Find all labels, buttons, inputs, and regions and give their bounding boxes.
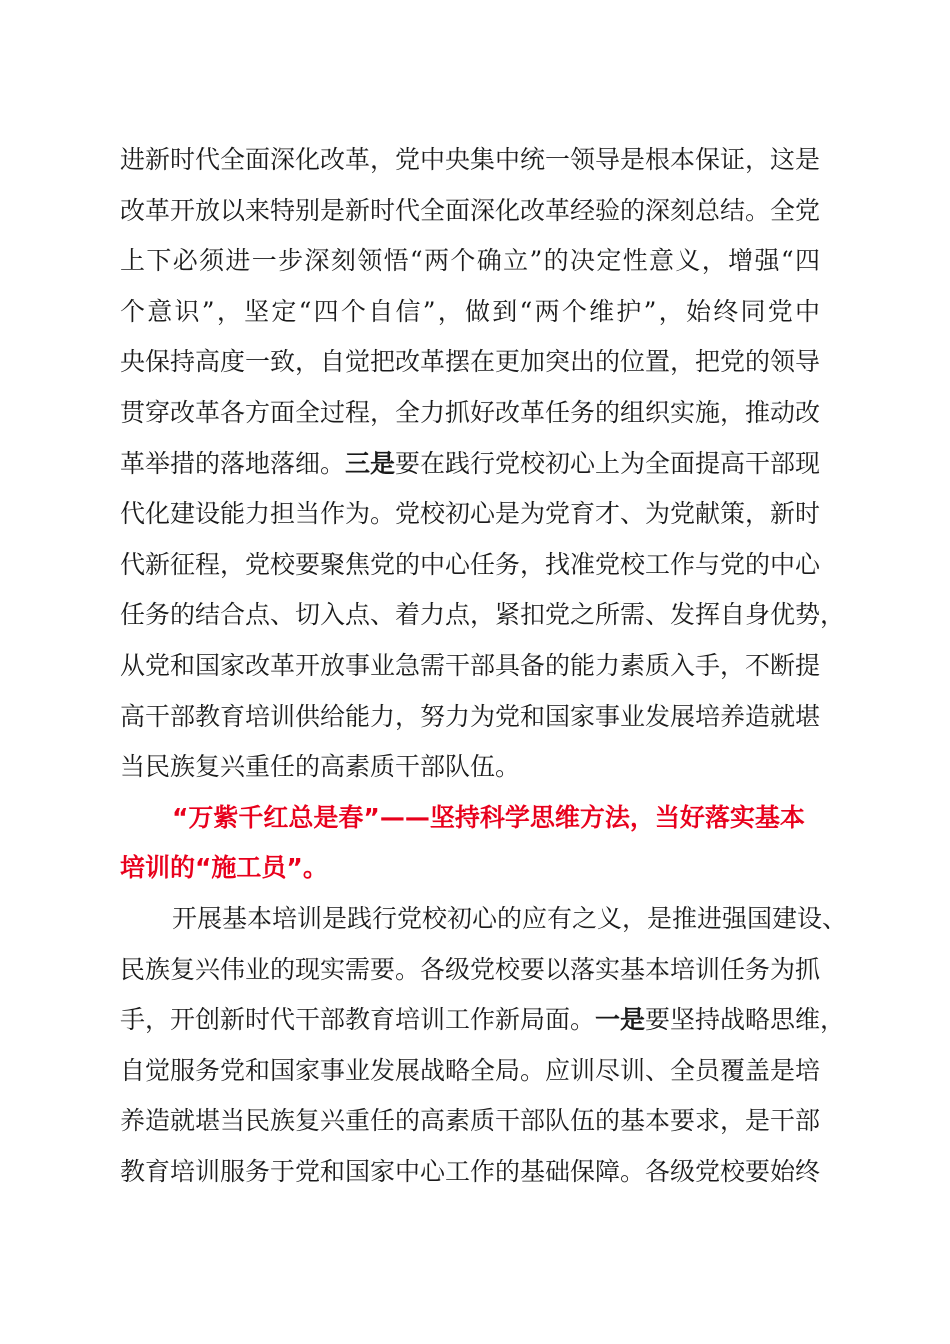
paragraph-1-line-7 bbox=[120, 439, 820, 490]
paragraph-2-line-6: 教育培训服务于党和国家中心工作的基础保障。各级党校要始终 bbox=[120, 1156, 821, 1186]
paragraph-1-line-11: 从党和国家改革开放事业急需干部具备的能力素质入手，不断提 bbox=[120, 650, 821, 680]
paragraph-1-line-5: 央保持高度一致，自觉把改革摆在更加突出的位置，把党的领导 bbox=[120, 347, 821, 377]
paragraph-2-line-2: 民族复兴伟业的现实需要。各级党校要以落实基本培训任务为抓 bbox=[120, 954, 821, 984]
line-3-text-after: 要坚持战略思维， bbox=[645, 1005, 846, 1035]
paragraph-1-last-line: 当民族复兴重任的高素质干部队伍。 bbox=[120, 752, 521, 782]
paragraph-1-line-8: 代化建设能力担当作为。党校初心是为党育才、为党献策，新时 bbox=[120, 499, 821, 529]
paragraph-1-line-10: 任务的结合点、切入点、着力点，紧扣党之所需、发挥自身优势， bbox=[120, 600, 846, 630]
paragraph-1-line-12: 高干部教育培训供给能力，努力为党和国家事业发展培养造就堪 bbox=[120, 701, 821, 731]
line-3-text-before: 手，开创新时代干部教育培训工作新局面。 bbox=[120, 1005, 596, 1035]
paragraph-1-line-9: 代新征程，党校要聚焦党的中心任务，找准党校工作与党的中心 bbox=[120, 549, 821, 579]
line-7-text-before: 革举措的落地落细。 bbox=[120, 448, 346, 478]
paragraph-2-line-5: 养造就堪当民族复兴重任的高素质干部队伍的基本要求，是干部 bbox=[120, 1106, 821, 1136]
paragraph-1-line-2: 改革开放以来特别是新时代全面深化改革经验的深刻总结。全党 bbox=[120, 195, 821, 225]
line-7-text-after: 要在践行党校初心上为全面提高干部现 bbox=[395, 448, 821, 478]
emphasis-san-shi: 三是 bbox=[345, 448, 396, 478]
paragraph-1-line-4: 个意识”，坚定“四个自信”，做到“两个维护”，始终同党中 bbox=[120, 296, 820, 326]
paragraph-1-line-1: 进新时代全面深化改革，党中央集中统一领导是根本保证，这是 bbox=[120, 145, 821, 174]
paragraph-2-line-1: 开展基本培训是践行党校初心的应有之义，是推进强国建设、 bbox=[172, 903, 848, 933]
paragraph-2-line-3 bbox=[120, 995, 846, 1046]
section-heading-line-1: “万紫千红总是春”——坚持科学思维方法，当好落实基本 bbox=[172, 802, 805, 832]
emphasis-yi-shi: 一是 bbox=[595, 1005, 646, 1035]
section-heading-line-2: 培训的“施工员”。 bbox=[120, 853, 328, 883]
paragraph-1-line-6: 贯穿改革各方面全过程，全力抓好改革任务的组织实施，推动改 bbox=[120, 397, 821, 427]
paragraph-1-line-3: 上下必须进一步深刻领悟“两个确立”的决定性意义，增强“四 bbox=[120, 246, 820, 276]
document-body bbox=[120, 135, 848, 1197]
paragraph-2-line-4: 自觉服务党和国家事业发展战略全局。应训尽训、全员覆盖是培 bbox=[120, 1055, 821, 1085]
